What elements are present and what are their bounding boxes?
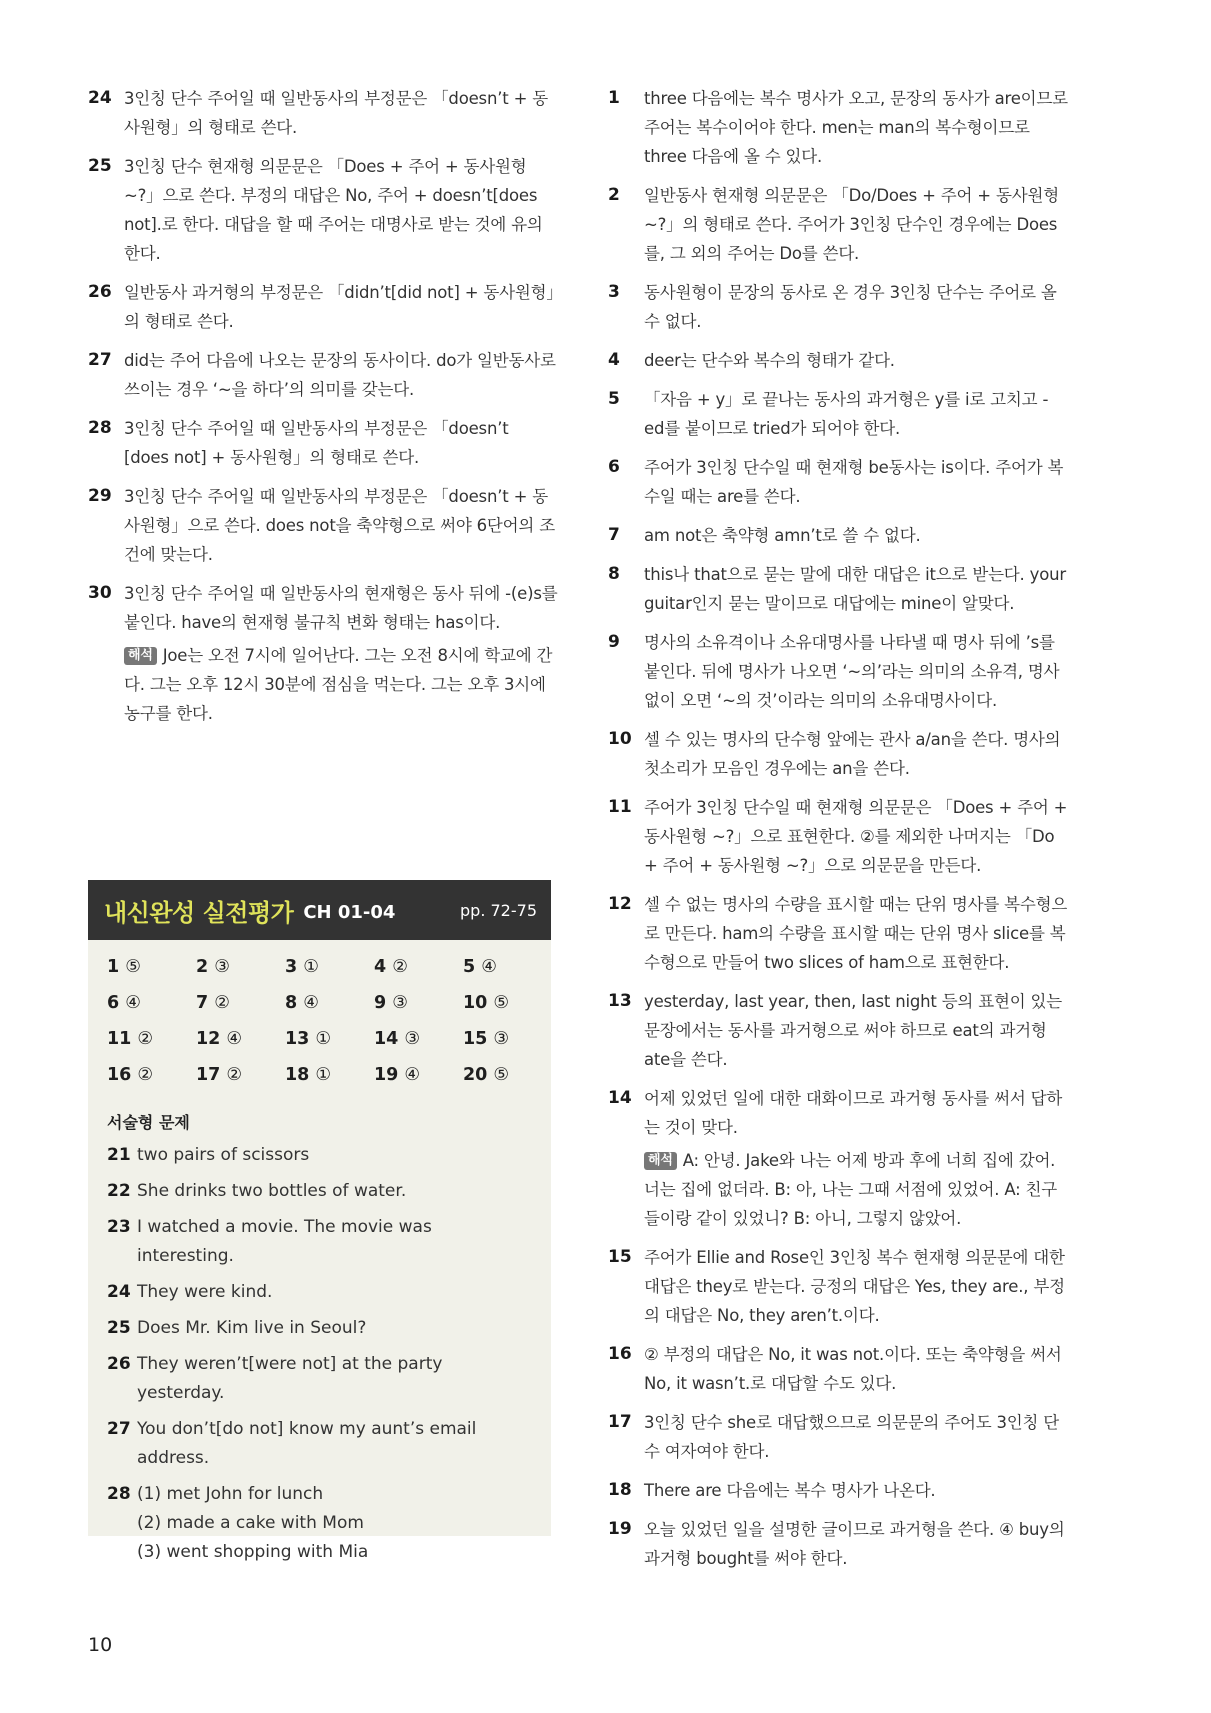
short-answer-text (137, 1177, 527, 1206)
short-answer-item (107, 1278, 527, 1307)
short-answer-text (137, 1314, 527, 1343)
item-body (644, 1084, 1068, 1233)
item-number: 27 (88, 350, 112, 370)
item-number: 17 (608, 1412, 632, 1432)
short-answer-item (107, 1350, 527, 1408)
answer-cell (196, 990, 285, 1016)
short-answer-line: (2) made a cake with Mom (137, 1513, 364, 1533)
item-body (644, 725, 1068, 783)
item-text: 셀 수 있는 명사의 단수형 앞에는 관사 a/an을 쓴다. 명사의 첫소리가 모음인 경우에는 an을 쓴다. (644, 730, 1061, 778)
item-number: 18 (608, 1480, 632, 1500)
item-body (644, 1408, 1068, 1466)
explanation-item (608, 453, 1068, 511)
answer-cell (463, 1026, 552, 1052)
answer-cell (107, 990, 196, 1016)
answer-cell (196, 1026, 285, 1052)
short-answer-line: She drinks two bottles of water. (137, 1181, 407, 1201)
item-text: ② 부정의 대답은 No, it was not.이다. 또는 축약형을 써서 No, it wasn’t.로 대답할 수도 있다. (644, 1345, 1062, 1393)
item-number: 29 (88, 486, 112, 506)
item-number: 9 (608, 632, 620, 652)
explanation-item (88, 84, 558, 142)
explanation-item (88, 346, 558, 404)
item-text: 주어가 3인칭 단수일 때 현재형 의문문은 「Does + 주어 + 동사원형 ~?」으로 표현한다. ②를 제외한 나머지는 「Do + 주어 + 동사원형 ~?」으로 의문문을 만든다. (644, 798, 1068, 875)
answer-choice: ② (137, 1065, 154, 1085)
short-answer-text (137, 1278, 527, 1307)
explanation-item (608, 628, 1068, 715)
item-body (124, 414, 558, 472)
short-answer-list (88, 1141, 551, 1567)
item-text: 3인칭 단수 주어일 때 일반동사의 부정문은 「doesn’t [does not] + 동사원형」의 형태로 쓴다. (124, 419, 509, 467)
answer-choice: ⑤ (493, 1065, 510, 1085)
item-number: 4 (608, 350, 620, 370)
translation-badge: 해석 (644, 1152, 677, 1170)
explanation-item (608, 181, 1068, 268)
answer-choice: ① (303, 957, 319, 977)
item-number: 1 (608, 88, 620, 108)
short-answer-number: 28 (107, 1484, 131, 1504)
explanation-item (608, 725, 1068, 783)
item-body (644, 1515, 1068, 1573)
answer-number: 16 (107, 1065, 132, 1085)
answer-choice: ⑤ (493, 993, 510, 1013)
answer-choice: ④ (125, 993, 141, 1013)
item-body (644, 560, 1068, 618)
explanation-item (608, 1476, 1068, 1505)
answer-choice: ④ (481, 957, 497, 977)
short-answer-item (107, 1213, 527, 1271)
answer-cell (107, 1062, 196, 1088)
short-answer-number: 27 (107, 1419, 131, 1439)
item-body (644, 1476, 1068, 1505)
short-answer-line: Does Mr. Kim live in Seoul? (137, 1318, 367, 1338)
short-answer-line: I watched a movie. The movie was interesting. (137, 1217, 432, 1266)
item-body (644, 346, 1068, 375)
item-number: 15 (608, 1247, 632, 1267)
answer-choice: ⑤ (125, 957, 141, 977)
item-number: 25 (88, 156, 112, 176)
short-answer-text (137, 1415, 527, 1473)
short-answer-line: You don’t[do not] know my aunt’s email address. (137, 1419, 477, 1468)
item-text: 일반동사 과거형의 부정문은 「didn’t[did not] + 동사원형」의 형태로 쓴다. (124, 283, 555, 331)
short-answer-number: 21 (107, 1145, 131, 1165)
answer-cell (285, 990, 374, 1016)
answer-cell (107, 954, 196, 980)
answer-choice: ② (392, 957, 408, 977)
item-body (644, 1243, 1068, 1330)
item-text: 3인칭 단수 주어일 때 일반동사의 현재형은 동사 뒤에 -(e)s를 붙인다. have의 현재형 불규칙 변화 형태는 has이다. (124, 584, 558, 632)
answer-number: 7 (196, 993, 209, 1013)
answer-cell (374, 954, 463, 980)
answer-choice: ② (137, 1029, 154, 1049)
right-column (608, 84, 1068, 1583)
answer-choice: ② (214, 993, 230, 1013)
answer-number: 13 (285, 1029, 310, 1049)
item-text: 3인칭 단수 주어일 때 일반동사의 부정문은 「doesn’t + 동사원형」으로 쓴다. does not을 축약형으로 써야 6단어의 조건에 맞는다. (124, 487, 555, 564)
item-number: 8 (608, 564, 620, 584)
answer-number: 8 (285, 993, 298, 1013)
answer-cell (463, 1062, 552, 1088)
answer-number: 2 (196, 957, 209, 977)
short-answer-line: two pairs of scissors (137, 1145, 310, 1165)
short-answer-item (107, 1141, 527, 1170)
item-text: did는 주어 다음에 나오는 문장의 동사이다. do가 일반동사로 쓰이는 경우 ‘~을 하다’의 의미를 갖는다. (124, 351, 556, 399)
page-number: 10 (88, 1634, 113, 1656)
short-answer-line: They were kind. (137, 1282, 273, 1302)
answer-number: 5 (463, 957, 476, 977)
item-text: 주어가 Ellie and Rose인 3인칭 복수 현재형 의문문에 대한 대답은 they로 받는다. 긍정의 대답은 Yes, they are., 부정의 대답은 No, they aren’t.이다. (644, 1248, 1065, 1325)
answer-cell (285, 1062, 374, 1088)
explanation-item (608, 521, 1068, 550)
explanation-item (608, 1340, 1068, 1398)
item-text: 오늘 있었던 일을 설명한 글이므로 과거형을 쓴다. ④ buy의 과거형 bought를 써야 한다. (644, 1520, 1065, 1568)
item-body (644, 278, 1068, 336)
item-number: 13 (608, 991, 632, 1011)
answer-choice: ④ (303, 993, 319, 1013)
item-number: 26 (88, 282, 112, 302)
item-number: 10 (608, 729, 632, 749)
explanation-item (608, 385, 1068, 443)
answer-number: 17 (196, 1065, 221, 1085)
short-answer-item (107, 1314, 527, 1343)
explanation-item (608, 793, 1068, 880)
item-body (124, 346, 558, 404)
item-text: 일반동사 현재형 의문문은 「Do/Does + 주어 + 동사원형 ~?」의 형태로 쓴다. 주어가 3인칭 단수인 경우에는 Does를, 그 외의 주어는 Do를 쓴다. (644, 186, 1059, 263)
box-chapter: CH 01-04 (303, 901, 396, 923)
short-answer-line: (3) went shopping with Mia (137, 1542, 369, 1562)
explanation-item (608, 346, 1068, 375)
explanation-item (608, 278, 1068, 336)
answer-number: 11 (107, 1029, 132, 1049)
left-column (88, 84, 558, 738)
explanation-item (608, 1084, 1068, 1233)
item-body (124, 152, 558, 268)
answer-grid (88, 940, 551, 1088)
short-answer-number: 23 (107, 1217, 131, 1237)
box-header (88, 880, 551, 940)
answer-number: 15 (463, 1029, 488, 1049)
translation-note (644, 1146, 1068, 1233)
short-answer-number: 25 (107, 1318, 131, 1338)
short-answer-item (107, 1480, 527, 1567)
item-text: 「자음 + y」로 끝나는 동사의 과거형은 y를 i로 고치고 -ed를 붙이므로 tried가 되어야 한다. (644, 390, 1049, 438)
short-answer-number: 24 (107, 1282, 131, 1302)
explanation-item (88, 152, 558, 268)
answer-number: 20 (463, 1065, 488, 1085)
answer-cell (196, 1062, 285, 1088)
item-body (644, 1340, 1068, 1398)
item-number: 24 (88, 88, 112, 108)
item-body (644, 890, 1068, 977)
item-text: 셀 수 없는 명사의 수량을 표시할 때는 단위 명사를 복수형으로 만든다. ham의 수량을 표시할 때는 단위 명사 slice를 복수형으로 만들어 two slices of ham으로 표현한다. (644, 895, 1068, 972)
item-body (644, 181, 1068, 268)
item-body (644, 793, 1068, 880)
answer-choice: ③ (214, 957, 230, 977)
short-answer-number: 26 (107, 1354, 131, 1374)
item-text: 어제 있었던 일에 대한 대화이므로 과거형 동사를 써서 답하는 것이 맞다. (644, 1089, 1063, 1137)
short-answer-text (137, 1141, 527, 1170)
item-text: 3인칭 단수 she로 대답했으므로 의문문의 주어도 3인칭 단수 여자여야 한다. (644, 1413, 1060, 1461)
item-number: 12 (608, 894, 632, 914)
translation-badge: 해석 (124, 647, 157, 665)
item-number: 3 (608, 282, 620, 302)
item-body (124, 579, 558, 728)
item-number: 2 (608, 185, 620, 205)
item-body (124, 278, 558, 336)
answer-number: 12 (196, 1029, 221, 1049)
answer-cell (463, 954, 552, 980)
answer-cell (285, 954, 374, 980)
item-number: 28 (88, 418, 112, 438)
answer-number: 1 (107, 957, 120, 977)
item-number: 30 (88, 583, 112, 603)
item-body (644, 84, 1068, 171)
item-number: 6 (608, 457, 620, 477)
answer-choice: ③ (404, 1029, 421, 1049)
box-pages: pp. 72-75 (460, 900, 537, 920)
item-body (644, 987, 1068, 1074)
item-text: 동사원형이 문장의 동사로 온 경우 3인칭 단수는 주어로 올 수 없다. (644, 283, 1057, 331)
explanation-item (88, 278, 558, 336)
answer-number: 18 (285, 1065, 310, 1085)
explanation-item (608, 890, 1068, 977)
answer-number: 19 (374, 1065, 399, 1085)
explanation-item (88, 414, 558, 472)
answer-choice: ① (315, 1029, 332, 1049)
item-text: am not은 축약형 amn’t로 쓸 수 없다. (644, 526, 921, 545)
explanation-item (608, 1515, 1068, 1573)
item-body (644, 521, 1068, 550)
answer-number: 10 (463, 993, 488, 1013)
explanation-item (88, 482, 558, 569)
item-text: 3인칭 단수 주어일 때 일반동사의 부정문은 「doesn’t + 동사원형」의 형태로 쓴다. (124, 89, 548, 137)
translation-text: Joe는 오전 7시에 일어난다. 그는 오전 8시에 학교에 간다. 그는 오후 12시 30분에 점심을 먹는다. 그는 오후 3시에 농구를 한다. (124, 646, 553, 723)
item-body (644, 385, 1068, 443)
answer-choice: ③ (392, 993, 408, 1013)
answer-number: 14 (374, 1029, 399, 1049)
item-number: 11 (608, 797, 632, 817)
answer-cell (374, 1062, 463, 1088)
item-text: this나 that으로 묻는 말에 대한 대답은 it으로 받는다. your guitar인지 묻는 말이므로 대답에는 mine이 알맞다. (644, 565, 1066, 613)
translation-note (124, 641, 558, 728)
short-answer-line: (1) met John for lunch (137, 1484, 324, 1504)
translation-text: A: 안녕. Jake와 나는 어제 방과 후에 너희 집에 갔어. 너는 집에 없더라. B: 아, 나는 그때 서점에 있었어. A: 친구들이랑 같이 있었니? B: 아니, 그렇지 않았어. (644, 1151, 1057, 1228)
short-answer-line: They weren’t[were not] at the party yesterday. (137, 1354, 443, 1403)
explanation-item (608, 84, 1068, 171)
answer-cell (463, 990, 552, 1016)
exam-answer-box (88, 880, 551, 1562)
item-number: 16 (608, 1344, 632, 1364)
item-text: deer는 단수와 복수의 형태가 같다. (644, 351, 895, 370)
item-text: 명사의 소유격이나 소유대명사를 나타낼 때 명사 뒤에 ’s를 붙인다. 뒤에 명사가 나오면 ‘~의’라는 의미의 소유격, 명사 없이 오면 ‘~의 것’이라는 의미의 소유대명사이다. (644, 633, 1060, 710)
item-body (124, 84, 558, 142)
item-number: 14 (608, 1088, 632, 1108)
item-body (644, 453, 1068, 511)
answer-cell (107, 1026, 196, 1052)
answer-cell (196, 954, 285, 980)
short-answer-number: 22 (107, 1181, 131, 1201)
item-number: 19 (608, 1519, 632, 1539)
item-text: There are 다음에는 복수 명사가 나온다. (644, 1481, 936, 1500)
short-answer-text (137, 1480, 527, 1567)
item-number: 5 (608, 389, 620, 409)
short-answer-item (107, 1177, 527, 1206)
answer-number: 3 (285, 957, 298, 977)
item-text: three 다음에는 복수 명사가 오고, 문장의 동사가 are이므로 주어는 복수이어야 한다. men는 man의 복수형이므로 three 다음에 올 수 있다. (644, 89, 1068, 166)
short-answer-text (137, 1350, 527, 1408)
answer-cell (374, 990, 463, 1016)
explanation-item (608, 1243, 1068, 1330)
explanation-item (608, 1408, 1068, 1466)
explanation-item (608, 560, 1068, 618)
answer-choice: ③ (493, 1029, 510, 1049)
answer-number: 4 (374, 957, 387, 977)
answer-cell (374, 1026, 463, 1052)
answer-choice: ① (315, 1065, 332, 1085)
explanation-item (608, 987, 1068, 1074)
answer-number: 9 (374, 993, 387, 1013)
item-text: yesterday, last year, then, last night 등의 표현이 있는 문장에서는 동사를 과거형으로 써야 하므로 eat의 과거형 ate을 쓴다. (644, 992, 1062, 1069)
item-text: 주어가 3인칭 단수일 때 현재형 be동사는 is이다. 주어가 복수일 때는 are를 쓴다. (644, 458, 1064, 506)
subjective-heading: 서술형 문제 (107, 1113, 190, 1132)
short-answer-text (137, 1213, 527, 1271)
short-answer-item (107, 1415, 527, 1473)
item-body (644, 628, 1068, 715)
item-body (124, 482, 558, 569)
answer-choice: ④ (404, 1065, 421, 1085)
answer-choice: ④ (226, 1029, 243, 1049)
box-title: 내신완성 실전평가 (104, 898, 294, 927)
item-text: 3인칭 단수 현재형 의문문은 「Does + 주어 + 동사원형 ~?」으로 쓴다. 부정의 대답은 No, 주어 + doesn’t[does not].로 한다. 대답을 할 때 주어는 대명사로 받는 것에 유의한다. (124, 157, 543, 263)
answer-cell (285, 1026, 374, 1052)
explanation-item (88, 579, 558, 728)
item-number: 7 (608, 525, 620, 545)
answer-number: 6 (107, 993, 120, 1013)
answer-choice: ② (226, 1065, 243, 1085)
